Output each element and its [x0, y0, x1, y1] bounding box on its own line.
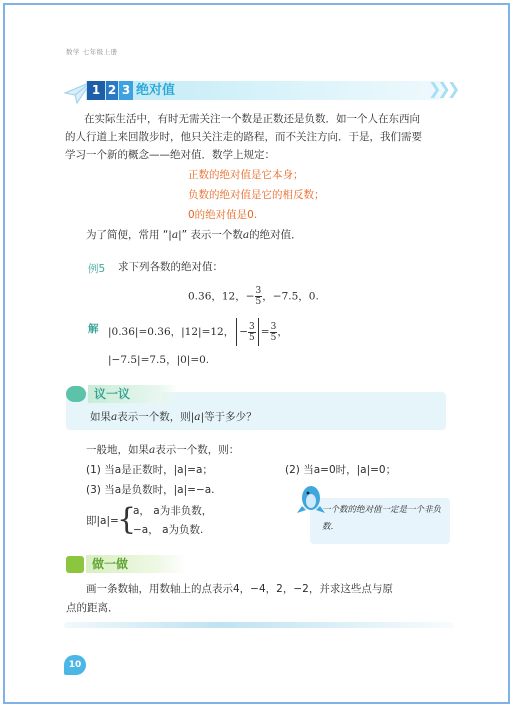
section-number-sub: 3: [119, 81, 133, 100]
section-number-part: 2: [106, 81, 118, 100]
running-head: 数学 七年级上册: [66, 48, 118, 56]
discuss-q-post: 等于多少？: [204, 411, 257, 423]
piecewise-brace: {: [117, 502, 137, 537]
rule-positive: 正数的绝对值是它本身；: [188, 169, 304, 181]
notation-pre: 为了简便，常用 “: [86, 229, 169, 241]
general-intro-var: a: [149, 444, 156, 456]
pencil-practice-icon: [66, 556, 84, 573]
discuss-chat-icon: [66, 386, 86, 402]
intro-line-1: 在实际生活中，有时无需关注一个数是正数还是负数．如一个人在东西向: [84, 113, 420, 125]
discuss-q-var: a: [111, 411, 118, 423]
rule-negative: 负数的绝对值是它的相反数；: [188, 189, 325, 201]
example-label: 例5: [88, 263, 106, 275]
practice-line-2: 点的距离．: [66, 602, 119, 614]
example-list-a: 0.36，12，−: [188, 290, 255, 303]
notation-line: [86, 226, 302, 244]
solution-fraction-inner: [248, 322, 256, 343]
example-list-b: ，−7.5，0.: [262, 290, 319, 303]
solution-line-1: [108, 318, 288, 346]
intro-line-2: 的人行道上来回散步时，他只关注走的路程，而不关注方向．于是，我们需要: [65, 131, 422, 143]
discuss-title: 议一议: [88, 385, 178, 403]
example-number-list: [188, 286, 319, 307]
fraction-numerator: 3: [255, 286, 262, 296]
solution-part-a: |0.36|=0.36，|12|=12，: [108, 326, 235, 338]
fraction-denominator: 5: [255, 297, 262, 307]
piecewise-case-neg: −a， a为负数.: [133, 524, 204, 536]
case-positive: (1) 当a是正数时，|a|=a；: [86, 464, 213, 476]
solution-frac-den-inner: 5: [249, 332, 255, 343]
notation-expr: |a|: [168, 229, 182, 241]
solution-line-2: |−7.5|=7.5，|0|=0.: [108, 354, 210, 366]
discuss-question: [90, 408, 257, 426]
abs-bar-right: [258, 318, 259, 346]
piecewise-lhs: 即|a|=: [86, 515, 119, 527]
discuss-q-abs: |a|: [190, 411, 205, 423]
notation-var: a: [242, 229, 250, 241]
solution-frac-num-inner: 3: [249, 321, 255, 332]
practice-divider: [64, 622, 454, 628]
general-intro-post: 表示一个数，则：: [155, 444, 240, 456]
section-title: 绝对值: [136, 83, 176, 98]
intro-line-3: 学习一个新的概念——绝对值．数学上规定：: [65, 149, 275, 161]
case-negative: (3) 当a是负数时，|a|=−a.: [86, 484, 215, 496]
solution-label: 解: [88, 323, 99, 335]
general-intro: [86, 441, 239, 459]
discuss-q-pre: 如果: [90, 411, 111, 423]
page-number-badge: 10: [64, 655, 86, 675]
solution-part-b: −: [239, 326, 249, 338]
notation-post: 的绝对值．: [249, 229, 302, 241]
discuss-q-mid: 表示一个数，则: [117, 411, 191, 423]
solution-part-c: =: [260, 326, 270, 338]
abs-bar-left: [236, 318, 237, 346]
practice-line-1: 画一条数轴，用数轴上的点表示4，−4，2，−2，并求这些点与原: [86, 583, 393, 595]
rule-zero: 0的绝对值是0.: [188, 209, 258, 221]
note-text: 一个数的绝对值一定是一个非负数．: [322, 505, 442, 532]
general-intro-pre: 一般地，如果: [86, 444, 149, 456]
chevrons-decoration-icon: ❯❯❯: [428, 79, 457, 98]
solution-frac-num-result: 3: [270, 321, 277, 332]
example-text: 求下列各数的绝对值：: [118, 261, 223, 273]
solution-part-d: ，: [277, 326, 288, 338]
solution-frac-den-result: 5: [270, 332, 277, 343]
piecewise-case-nonneg: a， a为非负数，: [133, 505, 213, 517]
case-zero: (2) 当a=0时，|a|=0；: [285, 464, 397, 476]
section-number-chapter: 1: [87, 81, 105, 100]
practice-title: 做一做: [86, 555, 186, 573]
notation-mid: ” 表示一个数: [181, 229, 243, 241]
